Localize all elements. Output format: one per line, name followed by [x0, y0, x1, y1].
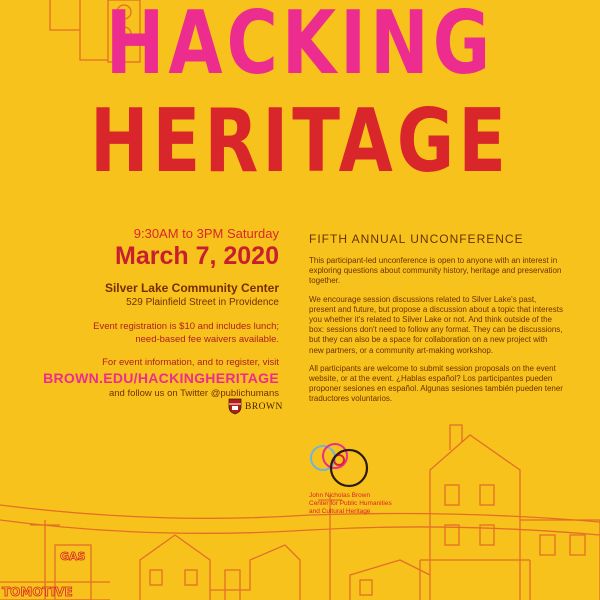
- gas-sign: GAS: [60, 550, 86, 563]
- registration-line-2: need-based fee waivers available.: [135, 334, 279, 345]
- title-heritage: HERITAGE: [89, 89, 511, 193]
- description-paragraph-2: We encourage session discussions related to Silver Lake's past, present and future, but propose a discussion about a topic that interests you whether it's related to Silver Lake or not. And think outside of the box: sessions don't need to follow any format. They can be discussions, but they can also be a space for collaboration on a new project with new partners, or a community art-making workshop.: [309, 294, 563, 355]
- center-name-line-3: and Cultural Heritage: [309, 508, 371, 515]
- event-time: 9:30AM to 3PM Saturday: [133, 226, 279, 241]
- center-name-line-2: Center for Public Humanities: [309, 500, 392, 507]
- center-name: [309, 492, 392, 516]
- event-date: March 7, 2020: [115, 242, 279, 270]
- automotive-sign: TOMOTIVE: [2, 585, 73, 599]
- twitter-text: and follow us on Twitter @publichumans: [108, 388, 279, 399]
- center-name-line-1: John Nicholas Brown: [309, 492, 371, 499]
- registration-info: [19, 320, 279, 346]
- event-address: 529 Plainfield Street in Providence: [126, 297, 279, 308]
- unconference-heading: FIFTH ANNUAL UNCONFERENCE: [309, 232, 524, 246]
- event-details: [19, 226, 279, 399]
- description-paragraph-3: All participants are welcome to submit session proposals on the event website, or at the event. ¿Hablas español? Los participantes pueden proponer sesiones en español. Algunas sesiones también pueden tener traductores voluntarios.: [309, 363, 563, 404]
- event-url-link[interactable]: BROWN.EDU/HACKINGHERITAGE: [43, 370, 279, 386]
- title-hacking: HACKING: [105, 0, 495, 95]
- brown-shield-icon: [228, 398, 242, 415]
- brown-logo: [228, 398, 283, 415]
- event-venue: Silver Lake Community Center: [104, 281, 279, 295]
- description-paragraph-1: This participant-led unconference is open to anyone with an interest in exploring questions about community history, heritage and preservation together.: [309, 256, 562, 286]
- unconference-description: [309, 232, 564, 413]
- registration-line-1: Event registration is $10 and includes lunch;: [93, 321, 279, 332]
- brown-logo-text: BROWN: [245, 401, 283, 412]
- center-logo-rings-icon: [305, 440, 377, 490]
- info-text: For event information, and to register, visit: [102, 357, 279, 368]
